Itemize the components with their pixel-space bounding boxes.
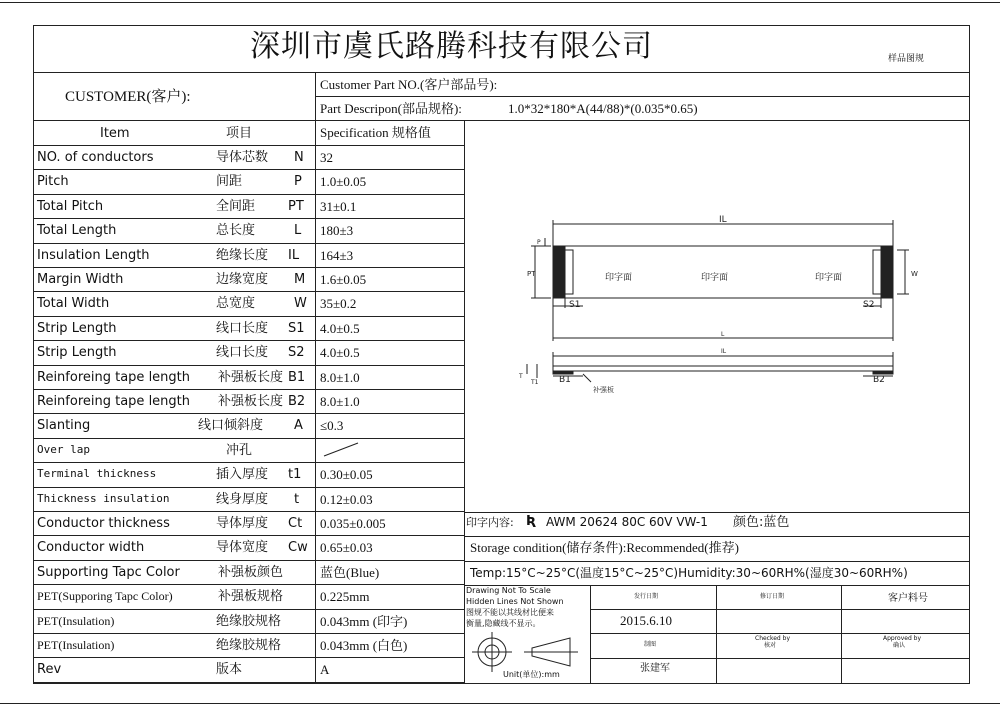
row-label-en: Strip Length (37, 345, 117, 361)
table-row-divider (33, 560, 465, 561)
row-label-cn: 导体宽度 (216, 540, 269, 556)
table-row-divider (33, 682, 465, 683)
row-symbol: L (294, 223, 302, 239)
row-label-cn: 总长度 (216, 223, 256, 239)
row-label-en: PET(Insulation) (37, 613, 115, 628)
right-strip (881, 246, 893, 298)
row-value: 35±0.2 (320, 296, 357, 312)
row-label-en: Conductor thickness (37, 516, 170, 531)
note-line3: 图规不能以其线材比便来 (466, 608, 554, 617)
row-value: 180±3 (320, 223, 354, 239)
table-row-divider (33, 218, 465, 219)
print-face-1: 印字面 (605, 273, 633, 283)
row-label-en: Conductor width (37, 540, 145, 556)
table-row-divider (33, 462, 465, 463)
row-label-cn: 线口长度 (216, 320, 269, 336)
top-rule (0, 2, 1000, 3)
row-symbol: A (294, 418, 303, 434)
b1-label: B1 (559, 375, 571, 385)
print-face-3: 印字面 (815, 273, 843, 283)
row-value: 1.6±0.05 (320, 272, 367, 287)
approved-label-cn: 确认 (893, 642, 906, 649)
row-value: 0.035±0.005 (320, 516, 386, 531)
table-row-divider (33, 316, 465, 317)
row-value: 0.043mm (印字) (320, 613, 408, 629)
row-value: 8.0±1.0 (320, 394, 360, 409)
row-label-cn: 补强板长度 (218, 369, 284, 385)
row-label-cn: 导体芯数 (216, 150, 269, 165)
b2-label: B2 (873, 375, 885, 385)
row-label-en: Supporting Tapc Color (37, 564, 180, 580)
row-symbol: W (294, 296, 307, 312)
w-label: W (911, 270, 918, 278)
row-label-cn: 绝缘胶规格 (216, 613, 282, 629)
ul-mark: Ʀ (526, 514, 537, 529)
row-label-cn: 补强板颜色 (218, 564, 284, 580)
left-strip (553, 246, 565, 298)
table-row-divider (33, 487, 465, 488)
row-label-cn: 线身厚度 (216, 491, 269, 507)
sample-label: 样品图规 (888, 54, 925, 64)
row-label-cn: 绝缘胶规格 (216, 638, 282, 653)
row-value: 0.12±0.03 (320, 491, 373, 507)
row-value: 4.0±0.5 (320, 345, 360, 361)
row-label-en: Reinforeing tape length (37, 394, 191, 409)
row-label-en: Terminal thickness (37, 467, 157, 481)
table-row-divider (33, 438, 465, 439)
table-row-divider (33, 291, 465, 292)
row-symbol: t (294, 491, 300, 507)
row-label-cn: 绝缘长度 (216, 247, 269, 263)
row-value: 蓝色(Blue) (320, 564, 380, 580)
row-value: A (320, 662, 330, 678)
row-value: 31±0.1 (320, 198, 357, 214)
table-row-divider (33, 413, 465, 414)
note-line1: Drawing Not To Scale (466, 586, 551, 595)
note-line4: 衡量,隐藏线不显示。 (466, 619, 541, 628)
unit-label: Unit(单位):mm (503, 670, 560, 679)
row-symbol: B1 (288, 369, 306, 385)
bottom-rule (0, 703, 1000, 704)
row-symbol: N (294, 150, 304, 165)
table-row-divider (33, 169, 465, 170)
table-row-divider (33, 633, 465, 634)
issue-date: 2015.6.10 (620, 613, 672, 628)
row-symbol: S1 (288, 320, 305, 336)
storage-condition: Storage condition(储存条件):Recommended(推荐) (470, 540, 739, 555)
header-item: Item (100, 126, 130, 141)
row-label-en: Total Width (37, 296, 110, 312)
l-label: L (721, 331, 725, 338)
left-reinforce (565, 250, 573, 294)
part-description-label: Part Descripon(部品规格): (320, 101, 462, 116)
row-label-en: Insulation Length (37, 247, 150, 263)
row-symbol: Cw (288, 540, 308, 556)
row-label-cn: 插入厚度 (216, 467, 269, 483)
row-label-cn: 版本 (216, 662, 243, 678)
s1-label: S1 (569, 300, 581, 310)
p-label: P (537, 239, 541, 246)
company-title: 深圳市虞氏路腾科技有限公司 (250, 29, 653, 64)
row-label-cn: 总宽度 (216, 296, 256, 312)
row-value: 0.30±0.05 (320, 467, 373, 483)
print-content-label: 印字内容: (466, 516, 514, 529)
row-value: 8.0±1.0 (320, 369, 360, 385)
row-value: 0.65±0.03 (320, 540, 373, 556)
table-row-divider (33, 584, 465, 585)
row-label-cn: 边缘宽度 (216, 272, 269, 287)
row-label-en: NO. of conductors (37, 150, 154, 165)
row-symbol: M (294, 272, 306, 287)
row-symbol: S2 (288, 345, 305, 361)
row-value: 0.043mm (白色) (320, 638, 408, 653)
il-side-label: IL (721, 348, 727, 355)
row-symbol: IL (288, 247, 300, 263)
maker-label: 制图 (644, 641, 657, 648)
row-label-en: Strip Length (37, 320, 117, 336)
cable-body-top-view (553, 246, 893, 298)
row-symbol: B2 (288, 394, 306, 409)
print-content-value: AWM 20624 80C 60V VW-1 (546, 515, 708, 529)
t1-label: T1 (531, 379, 539, 386)
table-row-divider (33, 609, 465, 610)
right-reinforce (873, 250, 881, 294)
color-label: 颜色:蓝色 (733, 515, 790, 530)
pt-label: PT (527, 270, 536, 278)
table-row-divider (33, 511, 465, 512)
cable-drawing (465, 146, 969, 511)
row-label-en: Margin Width (37, 272, 124, 287)
row-value: 0.225mm (320, 589, 370, 605)
row-label-en: Slanting (37, 418, 91, 434)
row-label-en: Reinforeing tape length (37, 369, 191, 385)
row-label-en: Over lap (37, 442, 90, 456)
row-value: 164±3 (320, 247, 354, 263)
header-item-cn: 项目 (226, 126, 253, 141)
row-symbol: Ct (288, 516, 303, 531)
il-label: IL (719, 215, 727, 225)
checked-label-cn: 核对 (764, 642, 777, 649)
table-row-divider (33, 389, 465, 390)
table-row-divider (33, 243, 465, 244)
note-line2: Hidden Lines Not Shown (466, 597, 564, 606)
customer-part-no-label: Customer Part NO.(客户部品号): (320, 77, 498, 92)
row-symbol: PT (288, 198, 304, 214)
row-label-en: Thickness insulation (37, 491, 170, 505)
row-value: 1.0±0.05 (320, 174, 367, 190)
cable-body-side-view (553, 366, 893, 371)
row-value: 4.0±0.5 (320, 320, 360, 336)
table-row-divider (33, 657, 465, 658)
checked-label-en: Checked by (755, 635, 791, 642)
table-row-divider (33, 365, 465, 366)
row-label-cn: 导体厚度 (216, 516, 269, 531)
customer-label: CUSTOMER(客户): (65, 89, 191, 105)
row-label-en: PET(Supporing Tapc Color) (37, 589, 173, 604)
s2-label: S2 (863, 300, 875, 310)
table-row-divider (33, 194, 465, 195)
row-label-en: Total Length (37, 223, 117, 239)
row-label-cn: 补强板长度 (218, 394, 284, 409)
row-label-en: Rev (37, 662, 62, 678)
issue-date-label: 发行日期 (634, 593, 659, 600)
maker-name: 张建军 (640, 663, 670, 674)
table-row-divider (33, 535, 465, 536)
row-value: ≤0.3 (320, 418, 344, 434)
table-row-divider (33, 340, 465, 341)
row-symbol: t1 (288, 467, 302, 483)
row-label-cn: 线口长度 (216, 345, 269, 361)
t-label: T (519, 373, 523, 380)
row-label-cn: 间距 (216, 174, 243, 190)
customer-part-label: 客户料号 (888, 593, 928, 604)
row-label-cn: 冲孔 (226, 442, 253, 458)
row-label-en: Pitch (37, 174, 69, 190)
row-value: 32 (320, 150, 333, 165)
part-description-value: 1.0*32*180*A(44/88)*(0.035*0.65) (508, 101, 698, 116)
reinforce-label: 补强板 (593, 386, 614, 394)
row-label-en: PET(Insulation) (37, 638, 115, 652)
row-label-en: Total Pitch (37, 198, 104, 214)
approved-label-en: Approved by (883, 635, 922, 642)
revise-date-label: 修订日期 (760, 593, 785, 600)
row-label-cn: 补强板规格 (218, 589, 284, 605)
print-face-2: 印字面 (701, 273, 729, 283)
row-symbol: P (294, 174, 302, 190)
overlap-slash-icon (322, 440, 362, 458)
header-spec: Specification 规格值 (320, 125, 431, 140)
row-label-cn: 线口倾斜度 (198, 418, 264, 434)
temp-humidity: Temp:15°C~25°C(温度15°C~25°C)Humidity:30~60RH%(湿度30~60RH%) (470, 566, 908, 580)
table-row-divider (33, 267, 465, 268)
row-label-cn: 全间距 (216, 198, 256, 214)
